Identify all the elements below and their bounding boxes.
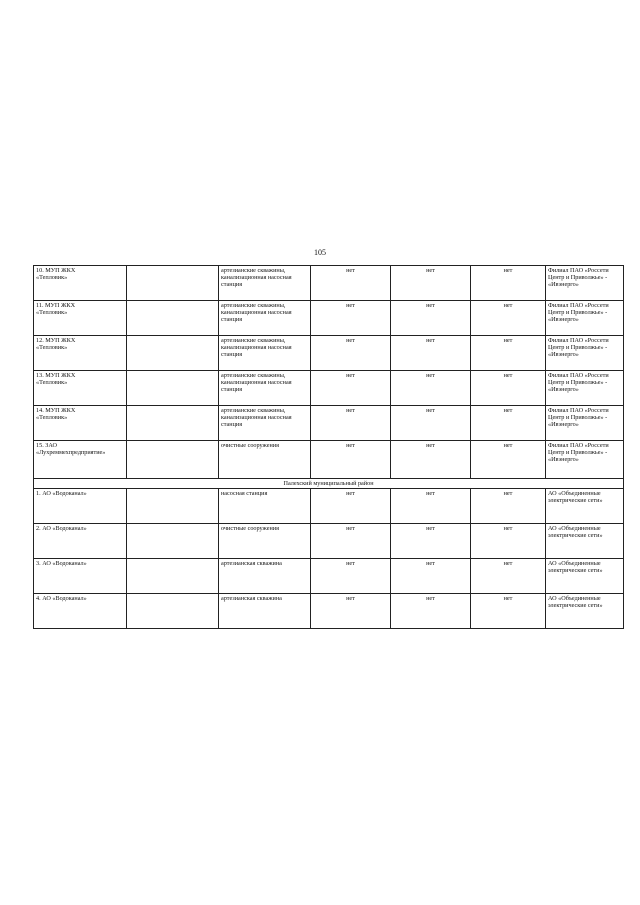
cell-value: нет [311, 594, 391, 629]
table-row [34, 489, 624, 524]
cell-value: нет [391, 266, 471, 301]
table-row [34, 559, 624, 594]
cell-value: нет [471, 336, 546, 371]
cell-empty [127, 336, 219, 371]
cell-value: нет [391, 594, 471, 629]
cell-value: нет [471, 559, 546, 594]
cell-empty [127, 489, 219, 524]
cell-organization: 15. ЗАО «Лухреммехпредприятие» [34, 441, 127, 479]
cell-object: артезианская скважина [219, 559, 311, 594]
cell-object: артезианские скважины, канализационная насосная станция [219, 406, 311, 441]
cell-organization: 3. АО «Водоканал» [34, 559, 127, 594]
section-header [34, 479, 624, 489]
cell-object: артезианские скважины, канализационная насосная станция [219, 336, 311, 371]
cell-organization: 12. МУП ЖКХ «Тепловик» [34, 336, 127, 371]
cell-value: нет [471, 489, 546, 524]
cell-empty [127, 594, 219, 629]
cell-object: очистные сооружения [219, 441, 311, 479]
cell-grid-organization: Филиал ПАО «Россети Центр и Приволжье» - «Ивэнерго» [546, 441, 624, 479]
cell-object: артезианские скважины, канализационная насосная станция [219, 371, 311, 406]
cell-organization: 14. МУП ЖКХ «Тепловик» [34, 406, 127, 441]
cell-grid-organization: Филиал ПАО «Россети Центр и Приволжье» - «Ивэнерго» [546, 371, 624, 406]
cell-organization: 10. МУП ЖКХ «Тепловик» [34, 266, 127, 301]
cell-value: нет [311, 336, 391, 371]
cell-grid-organization: Филиал ПАО «Россети Центр и Приволжье» - «Ивэнерго» [546, 336, 624, 371]
cell-object: артезианская скважина [219, 594, 311, 629]
cell-value: нет [311, 266, 391, 301]
table-row [34, 441, 624, 479]
cell-grid-organization: Филиал ПАО «Россети Центр и Приволжье» - «Ивэнерго» [546, 266, 624, 301]
cell-object: артезианские скважины, канализационная насосная станция [219, 266, 311, 301]
cell-empty [127, 301, 219, 336]
cell-value: нет [471, 524, 546, 559]
cell-organization: 1. АО «Водоканал» [34, 489, 127, 524]
cell-value: нет [471, 406, 546, 441]
cell-value: нет [311, 441, 391, 479]
table-row [34, 336, 624, 371]
cell-value: нет [391, 441, 471, 479]
cell-organization: 11. МУП ЖКХ «Тепловик» [34, 301, 127, 336]
cell-empty [127, 441, 219, 479]
cell-value: нет [311, 559, 391, 594]
section-title: Палехский муниципальный район [34, 479, 624, 489]
table-body-lower [34, 489, 624, 629]
cell-object: артезианские скважины, канализационная насосная станция [219, 301, 311, 336]
cell-empty [127, 266, 219, 301]
section-row [34, 479, 624, 489]
cell-value: нет [471, 301, 546, 336]
cell-value: нет [311, 489, 391, 524]
cell-empty [127, 406, 219, 441]
cell-value: нет [391, 489, 471, 524]
cell-value: нет [311, 406, 391, 441]
cell-empty [127, 559, 219, 594]
table-row [34, 266, 624, 301]
page-number: 105 [314, 248, 326, 257]
cell-organization: 13. МУП ЖКХ «Тепловик» [34, 371, 127, 406]
cell-value: нет [391, 524, 471, 559]
table-row [34, 524, 624, 559]
table-row [34, 371, 624, 406]
cell-grid-organization: АО «Объединенные электрические сети» [546, 594, 624, 629]
cell-grid-organization: АО «Объединенные электрические сети» [546, 489, 624, 524]
cell-organization: 2. АО «Водоканал» [34, 524, 127, 559]
cell-grid-organization: Филиал ПАО «Россети Центр и Приволжье» - «Ивэнерго» [546, 406, 624, 441]
cell-empty [127, 371, 219, 406]
table-row [34, 301, 624, 336]
cell-value: нет [311, 524, 391, 559]
cell-object: очистные сооружения [219, 524, 311, 559]
cell-value: нет [391, 559, 471, 594]
cell-empty [127, 524, 219, 559]
cell-grid-organization: АО «Объединенные электрические сети» [546, 524, 624, 559]
cell-value: нет [471, 371, 546, 406]
table-row [34, 594, 624, 629]
cell-value: нет [391, 301, 471, 336]
cell-grid-organization: АО «Объединенные электрические сети» [546, 559, 624, 594]
cell-value: нет [471, 266, 546, 301]
cell-object: насосная станция [219, 489, 311, 524]
cell-grid-organization: Филиал ПАО «Россети Центр и Приволжье» - «Ивэнерго» [546, 301, 624, 336]
cell-value: нет [391, 371, 471, 406]
cell-value: нет [471, 594, 546, 629]
facilities-table [33, 265, 624, 629]
cell-value: нет [311, 371, 391, 406]
table-body-upper [34, 266, 624, 479]
cell-value: нет [471, 441, 546, 479]
cell-value: нет [391, 406, 471, 441]
cell-value: нет [391, 336, 471, 371]
table-row [34, 406, 624, 441]
cell-value: нет [311, 301, 391, 336]
cell-organization: 4. АО «Водоканал» [34, 594, 127, 629]
